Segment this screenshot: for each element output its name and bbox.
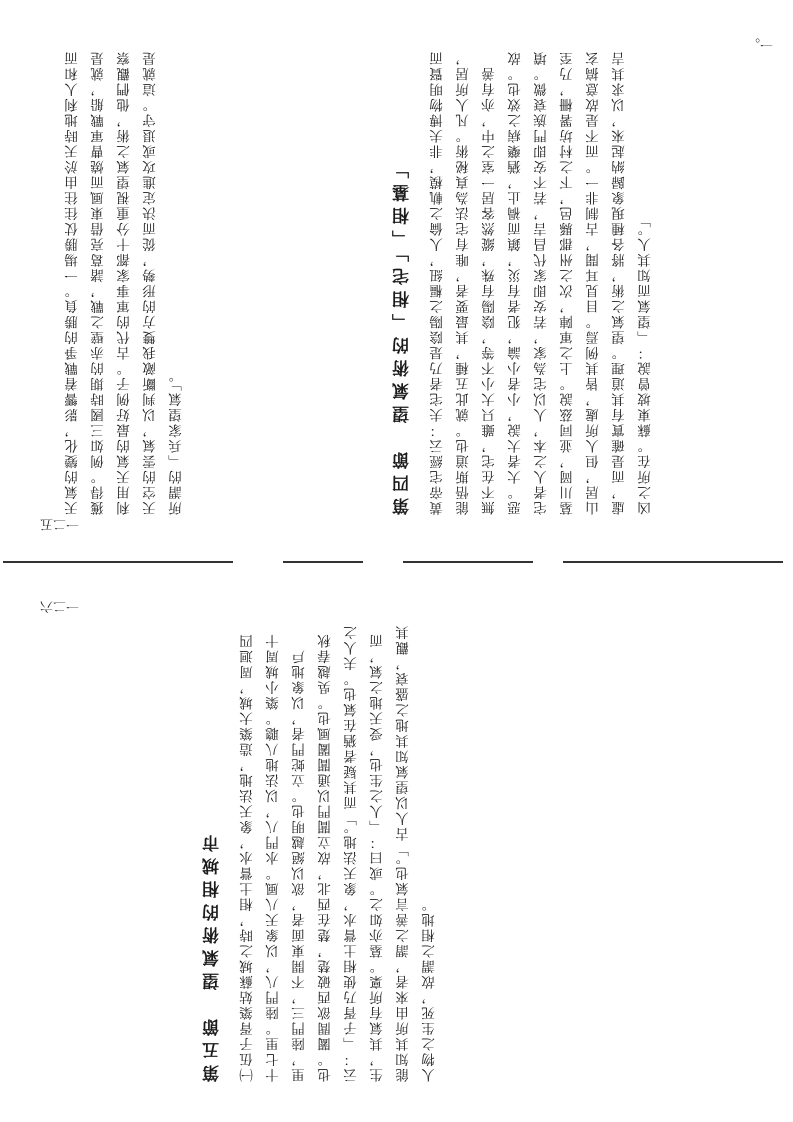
divider-line [563,561,783,563]
body-text: 黃帝宅經云：夫宅者乃是陰陽之樞紐，人倫之軌模，非夫博物明賢而能悟斯道也。就此五種，其最要者，唯有宅法為真秘術。凡人所居，無不在宅，雖只大小不等，陰陽有殊，縱然客居一室之中，亦有善惡。大者大說，小者小論，犯者有災，鎮而禍止，猶藥病之效也。故宅者人之本，人以宅為家，若安即家代昌吉，若不安即門族衰微。墳墓川岡，並同茲說。上之軍陣，次之州郡縣邑，下之村坊署柵，乃至山居，但人所處，皆其例焉。目見耳聞，古制非一。而不是故意搞玄虛，而是確實有其道理。望氣之術，將各種現象歸納起來，以求其吉凶之所在。蘇東坡曾說：「望氣而知其人。」 [430,50,654,515]
page-divider [0,555,793,569]
divider-line [403,561,533,563]
lower-page [0,0,793,555]
page-number: 一二五 [40,516,80,531]
divider-line [283,561,363,563]
upper-page [0,567,793,1122]
divider-line [3,561,233,563]
section-heading: 第五節 望氣術的相城市 [203,829,223,1082]
section-heading: 第四節 望氣術的「相宅」「相墓」 [393,155,413,515]
body-text: ㈠伍子胥築姑蘇城之時，相土嘗水，象天法地，造築大城，周迴四十七里。陸門八，以象天八風。水門八，以法地八聰。築小城周十里，陸門三，不開東面者，欲以絕越明也。立蛇門者，以象地戶也。闔閭欲西破楚，楚在西北，故立閶門以通閶闔風也。吳越春秋云：「子胥乃使相土嘗水，象天法地。」而其疑者猶在氣也。夫人之生，其氣有所稟。墓亦如之。或曰：「人之生也，受天地之氣，而能知其所由來者，謂之善言氣也。」古人以望氣知其地之盛衰，觀其人物之生死，故謂之相地。 [240,623,438,1082]
body-text: 天氣的變化，影響着戰爭的勝負。一場勝仗往往由於天時地利人和而獲得。例如三國時期的赤壁之戰，諸葛亮借東風而燒曹軍戰船，就是利用天氣的最好例子。古代的軍事家都十分重視望氣之術，他們觀察天空的雲氣，以判斷敵我雙方的形勢，從而決定進攻或退守。這就是所謂的「兵家望氣」。 [65,50,185,515]
page-number: 一二六 [40,598,80,613]
page-number-mid: 一。 [746,36,773,51]
